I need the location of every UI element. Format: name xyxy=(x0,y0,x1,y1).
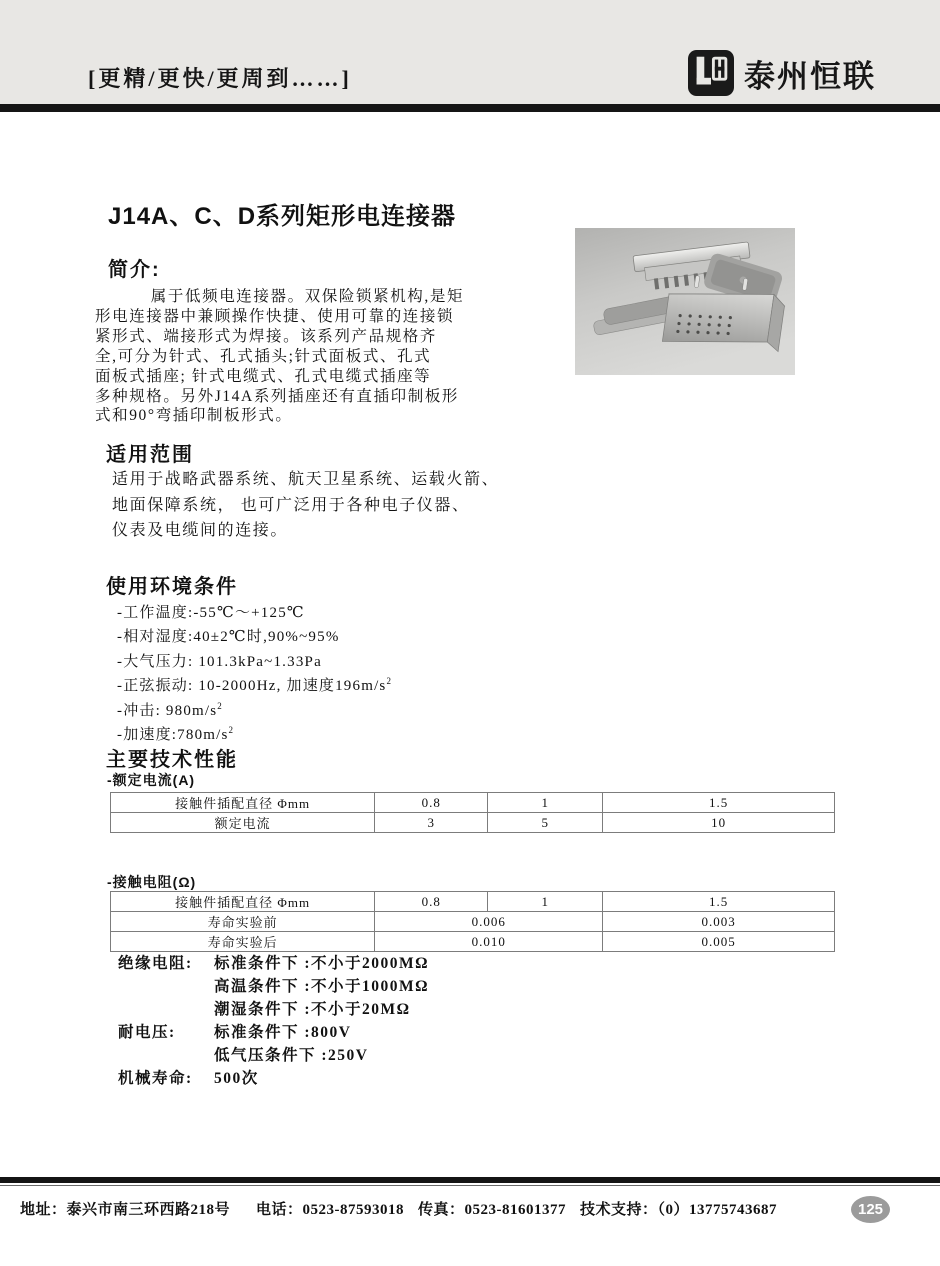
intro-line: 多种规格。另外J14A系列插座还有直插印制板形 xyxy=(95,387,460,405)
intro-heading: 简介: xyxy=(108,259,161,281)
intro-line: 式和90°弯插印制板形式。 xyxy=(95,407,293,425)
table-row xyxy=(111,813,835,833)
spec-row-mechanical-life xyxy=(118,1067,429,1090)
table-cell: 10 xyxy=(603,813,835,833)
spec-line: 低气压条件下 :250V xyxy=(214,1047,369,1064)
table-cell: 接触件插配直径 Φmm xyxy=(111,793,375,813)
environment-list xyxy=(117,599,392,745)
rated-current-label: -额定电流(A) xyxy=(107,772,196,788)
intro-line: 面板式插座; 针式电缆式、孔式电缆式插座等 xyxy=(95,367,432,385)
footer-address: 地址：泰兴市南三环西路218号 xyxy=(20,1202,231,1218)
environment-heading: 使用环境条件 xyxy=(106,576,238,598)
env-item: -冲击: $980m/s^2$ xyxy=(117,700,223,719)
table-cell: 接触件插配直径 Φmm xyxy=(111,892,375,912)
intro-line: 形电连接器中兼顾操作快捷、使用可靠的连接锁 xyxy=(95,307,455,325)
table-cell: 3 xyxy=(375,813,488,833)
brand-block xyxy=(688,50,876,96)
contact-resistance-table xyxy=(110,891,835,952)
table-cell: 0.003 xyxy=(603,912,835,932)
table-cell: 5 xyxy=(488,813,603,833)
header-divider xyxy=(0,104,940,112)
page-number-badge: 125 xyxy=(851,1196,890,1223)
page-header xyxy=(0,0,940,104)
table-cell: 寿命实验前 xyxy=(111,912,375,932)
table-cell: 寿命实验后 xyxy=(111,932,375,952)
spec-label: 耐电压: xyxy=(118,1024,176,1041)
table-row xyxy=(111,793,835,813)
table-row xyxy=(111,932,835,952)
env-item: -加速度$:780m/s^2$ xyxy=(117,725,235,744)
performance-heading: 主要技术性能 xyxy=(106,749,238,771)
table-cell: 1.5 xyxy=(603,793,835,813)
table-cell: 0.010 xyxy=(375,932,603,952)
spec-lines xyxy=(214,1067,259,1090)
env-item: -相对湿度:40±2℃时,90%~95% xyxy=(117,629,340,646)
company-logo-icon xyxy=(688,50,734,96)
spec-line: 高温条件下 :不小于1000MΩ xyxy=(214,978,430,995)
intro-line: 属于低频电连接器。双保险锁紧机构,是矩 xyxy=(150,288,465,305)
scope-line: 地面保障系统， 也可广泛用于各种电子仪器、 xyxy=(112,496,470,514)
spec-lines xyxy=(214,1021,368,1067)
table-row xyxy=(111,912,835,932)
brand-name: 泰州恒联 xyxy=(744,58,876,94)
product-photo xyxy=(575,228,795,375)
spec-row-voltage xyxy=(118,1021,429,1067)
spec-lines xyxy=(214,952,429,1021)
footer-divider xyxy=(0,1177,940,1183)
table-cell: 0.005 xyxy=(603,932,835,952)
spec-line: 标准条件下 :800V xyxy=(214,1024,352,1041)
table-cell: 0.006 xyxy=(375,912,603,932)
table-cell: 额定电流 xyxy=(111,813,375,833)
spec-label: 绝缘电阻: xyxy=(118,955,193,972)
table-cell: 1 xyxy=(488,793,603,813)
page-title: J14A、C、D系列矩形电连接器 xyxy=(108,203,457,230)
scope-line: 适用于战略武器系统、航天卫星系统、运载火箭、 xyxy=(112,471,500,488)
spec-line: 500次 xyxy=(214,1070,259,1087)
table-cell: 0.8 xyxy=(375,793,488,813)
intro-line: 紧形式、端接形式为焊接。该系列产品规格齐 xyxy=(95,327,438,345)
footer-fax: 传真：0523-81601377 xyxy=(418,1202,567,1218)
intro-paragraph xyxy=(95,287,565,426)
footer-contact xyxy=(20,1198,840,1219)
spec-row-insulation xyxy=(118,952,429,1021)
scope-paragraph xyxy=(112,467,562,544)
table-cell: 0.8 xyxy=(375,892,488,912)
intro-line: 全,可分为针式、孔式插头;针式面板式、孔式 xyxy=(95,347,432,365)
spec-line: 潮湿条件下 :不小于20MΩ xyxy=(214,1001,411,1018)
rated-current-table xyxy=(110,792,835,833)
scope-line: 仪表及电缆间的连接。 xyxy=(112,522,289,539)
env-item: -正弦振动: 10-2000Hz, 加速度$196m/s^2$ xyxy=(117,676,393,695)
env-item: -工作温度:-55℃～+125℃ xyxy=(117,605,305,621)
footer-phone: 电话：0523-87593018 xyxy=(256,1202,405,1218)
spec-line: 标准条件下 :不小于2000MΩ xyxy=(214,955,430,972)
footer-support: 技术支持：（0）13775743687 xyxy=(580,1202,778,1218)
scope-heading: 适用范围 xyxy=(106,444,194,466)
header-slogan: [更精/更快/更周到……] xyxy=(88,66,352,91)
table-cell: 1 xyxy=(488,892,603,912)
table-row xyxy=(111,892,835,912)
footer-divider-thin xyxy=(0,1185,940,1186)
table-cell: 1.5 xyxy=(603,892,835,912)
contact-resistance-label: -接触电阻(Ω) xyxy=(107,874,197,890)
spec-label: 机械寿命: xyxy=(118,1070,193,1087)
env-item: -大气压力: 101.3kPa~1.33Pa xyxy=(117,653,322,670)
electrical-specs xyxy=(118,952,429,1090)
